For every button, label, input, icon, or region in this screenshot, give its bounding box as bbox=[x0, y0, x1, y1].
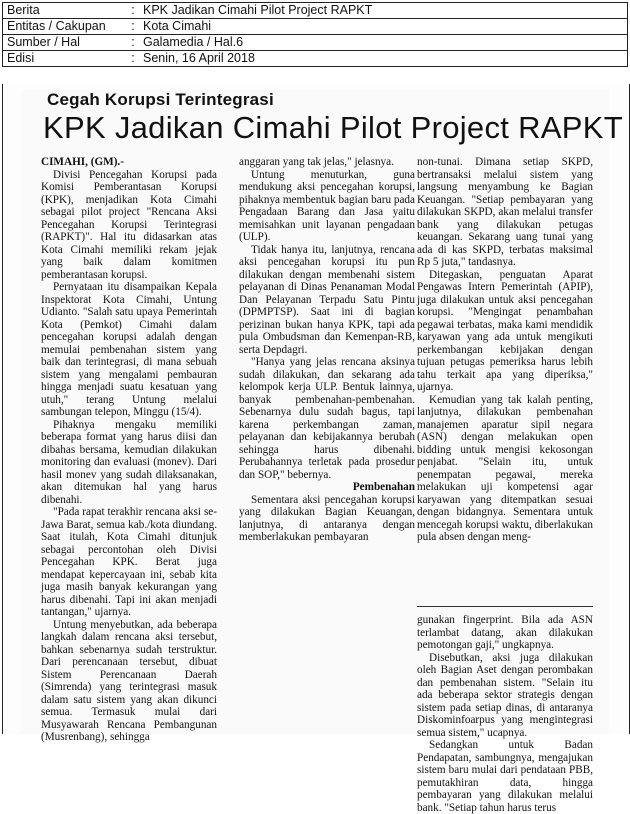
metadata-separator: : bbox=[127, 3, 139, 19]
article-kicker: Cegah Korupsi Terintegrasi bbox=[47, 90, 274, 109]
article-paragraph: Disebutkan, aksi juga dilakukan oleh Bagian Aset dengan perombakan dan pembenahan sistem. "Selain itu ada beberapa sektor strategis dengan sistem pada setiap dinas, di antaranya Diskominfoarpus yang mengintegrasi semua sistem," ucapnya. bbox=[417, 651, 593, 739]
metadata-key: Entitas / Cakupan bbox=[3, 19, 128, 35]
metadata-value: Galamedia / Hal.6 bbox=[139, 35, 628, 51]
article-paragraph: anggaran yang tak jelas," jelasnya. bbox=[239, 156, 394, 168]
article-column-3 bbox=[417, 156, 593, 544]
metadata-separator: : bbox=[127, 35, 139, 51]
article-headline: KPK Jadikan Cimahi Pilot Project RAPKT bbox=[43, 110, 623, 145]
article-paragraph: Tidak hanya itu, lanjutnya, rencana aksi pencegahan korupsi itu pun dilakukan dengan membenahi sistem pelayanan di Dinas Penanaman Modal Dan Pelayanan Terpadu Satu Pintu (DPMPTSP). Saat ini di bagian perizinan bukan hanya KPK, tapi ada pula Ombudsman dan Kemenpan-RB, serta Depdagri. bbox=[239, 243, 415, 356]
metadata-row bbox=[3, 51, 628, 67]
article-column-2 bbox=[239, 156, 415, 544]
metadata-value: Kota Cimahi bbox=[139, 19, 628, 35]
article bbox=[21, 90, 623, 814]
metadata-row bbox=[3, 35, 628, 51]
article-subhead: Pembenahan bbox=[352, 481, 415, 493]
article-paragraph: gunakan fingerprint. Bila ada ASN terlambat datang, akan dilakukan pemotongan gaji," ungkapnya. bbox=[417, 614, 593, 651]
article-paragraph: Kemudian yang tak kalah penting, lanjutnya, dilakukan pembenahan manajemen aparatur sipil negara (ASN) dengan melakukan open bidding untuk mengisi kekosongan penjabat. "Selain itu, untuk penempatan pegawai, mereka melakukan uji kompetensi agar karyawan yang ditempatkan sesuai dengan bidangnya. Sementara untuk mencegah korupsi waktu, diberlakukan pula absen dengan meng- bbox=[417, 393, 593, 543]
article-paragraph: Sementara aksi pencegahan korupsi yang dilakukan Bagian Keuangan, lanjutnya, di antaranya dengan memberlakukan pembayaran bbox=[239, 493, 415, 543]
metadata-key: Berita bbox=[3, 3, 128, 19]
metadata-value: Senin, 16 April 2018 bbox=[139, 51, 628, 67]
article-paragraph: Sedangkan untuk Badan Pendapatan, sambungnya, mengajukan sistem baru mulai dari pendataan PBB, pemutakhiran data, hingga pembayaran yang dilakukan melalui bank. "Setiap tahun harus terus bbox=[417, 739, 593, 814]
metadata-key: Edisi bbox=[3, 51, 128, 67]
newspaper-clipping bbox=[2, 84, 630, 814]
article-paragraph: Untung menyebutkan, ada beberapa langkah dalam rencana aksi tersebut, bahkan sebenarnya sudah terstruktur. Dari perencanaan tersebut, dibuat Sistem Perencanaan Daerah (Simrenda) yang terintegrasi masuk dalam satu sistem yang akan dikunci semua. Termasuk mulai dari Musyawarah Rencana Pembangunan (Musrenbang), sehingga bbox=[41, 618, 217, 743]
metadata-separator: : bbox=[127, 19, 139, 35]
metadata-key: Sumber / Hal bbox=[3, 35, 128, 51]
article-column-3-continued bbox=[417, 614, 593, 814]
metadata-value: KPK Jadikan Cimahi Pilot Project RAPKT bbox=[139, 3, 628, 19]
article-paragraph: "Pada rapat terakhir rencana aksi se-Jawa Barat, semua kab./kota diundang. Saat itulah, Kota Cimahi ditunjuk sebagai percontohan oleh Divisi Pencegahan KPK. Berat juga mendapat kepercayaan ini, sebab kita juga masih banyak kekurangan yang harus dibenahi. Tapi ini akan menjadi tantangan," ujarnya. bbox=[41, 506, 217, 618]
article-column-1 bbox=[41, 156, 217, 744]
article-paragraph: Ditegaskan, penguatan Aparat Pengawas Intern Pemerintah (APIP), juga dilakukan untuk aksi pencegahan korupsi. "Mengingat penambahan pegawai terbatas, maka kami mendidik karyawan yang ada untuk mengikuti perkembangan kebijakan dengan tujuan petugas pemeriksa harus lebih tahu terkait apa yang diperiksa," ujarnya. bbox=[417, 268, 593, 393]
article-paragraph: "Hanya yang jelas rencana aksinya sudah dilakukan, dan sekarang ada kelompok kerja ULP. Bentuk lainnya, banyak pembenahan-pembenahan. Sebenarnya dulu sudah bagus, tapi karena perkembangan zaman, pelayanan dan kebijakannya berubah sehingga harus dibenahi. Perubahannya terletak pada prosedur dan SOP," bebernya. bbox=[239, 356, 415, 481]
article-paragraph: Divisi Pencegahan Korupsi pada Komisi Pemberantasan Korupsi (KPK), menjadikan Kota Cimahi sebagai pilot project "Rencana Aksi Pencegahan Korupsi Terintegrasi (RAPKT)". Hal itu didasarkan atas Kota Cimahi memiliki rekam jejak yang baik dalam komitmen pemberantasan korupsi. bbox=[41, 168, 217, 281]
article-paragraph: Untung menuturkan, guna mendukung aksi pencegahan korupsi, pihaknya membentuk bagian baru pada Pengadaan Barang dan Jasa yaitu memisahkan unit layanan pengadaan (ULP). bbox=[239, 168, 415, 243]
article-paragraph: Pihaknya mengaku memiliki beberapa format yang harus diisi dan dibahas bersama, kemudian dilakukan monitoring dan evaluasi (monev). Dari hasil monev yang sudah dilaksanakan, akan ditemukan hal yang harus dibenahi. bbox=[41, 418, 217, 506]
metadata-row bbox=[3, 19, 628, 35]
metadata-separator: : bbox=[127, 51, 139, 67]
metadata-row bbox=[3, 3, 628, 19]
article-paragraph: Pernyataan itu disampaikan Kepala Inspektorat Kota Cimahi, Untung Udianto. "Salah satu upaya Pemerintah Kota (Pemkot) Cimahi dalam pencegahan korupsi adalah dengan memulai pembenahan sistem yang baik dan terintegrasi, di mana sebuah sistem yang mengalami pembauran hingga menjadi suatu kesatuan yang utuh," terang Untung melalui sambungan telepon, Minggu (15/4). bbox=[41, 281, 217, 418]
article-paragraph: non-tunai. Dimana setiap SKPD, bertransaksi melalui sistem yang langsung menyambung ke Bagian Keuangan. "Setiap pembayaran yang dilakukan SKPD, akan melalui transfer bank yang dilakukan petugas keuangan. Sekarang uang tunai yang ada di kas SKPD, terbatas maksimal Rp 5 juta," tandasnya. bbox=[417, 156, 593, 268]
article-dateline: CIMAHI, (GM).- bbox=[41, 156, 124, 168]
metadata-table bbox=[2, 2, 628, 67]
column-divider bbox=[417, 606, 593, 607]
